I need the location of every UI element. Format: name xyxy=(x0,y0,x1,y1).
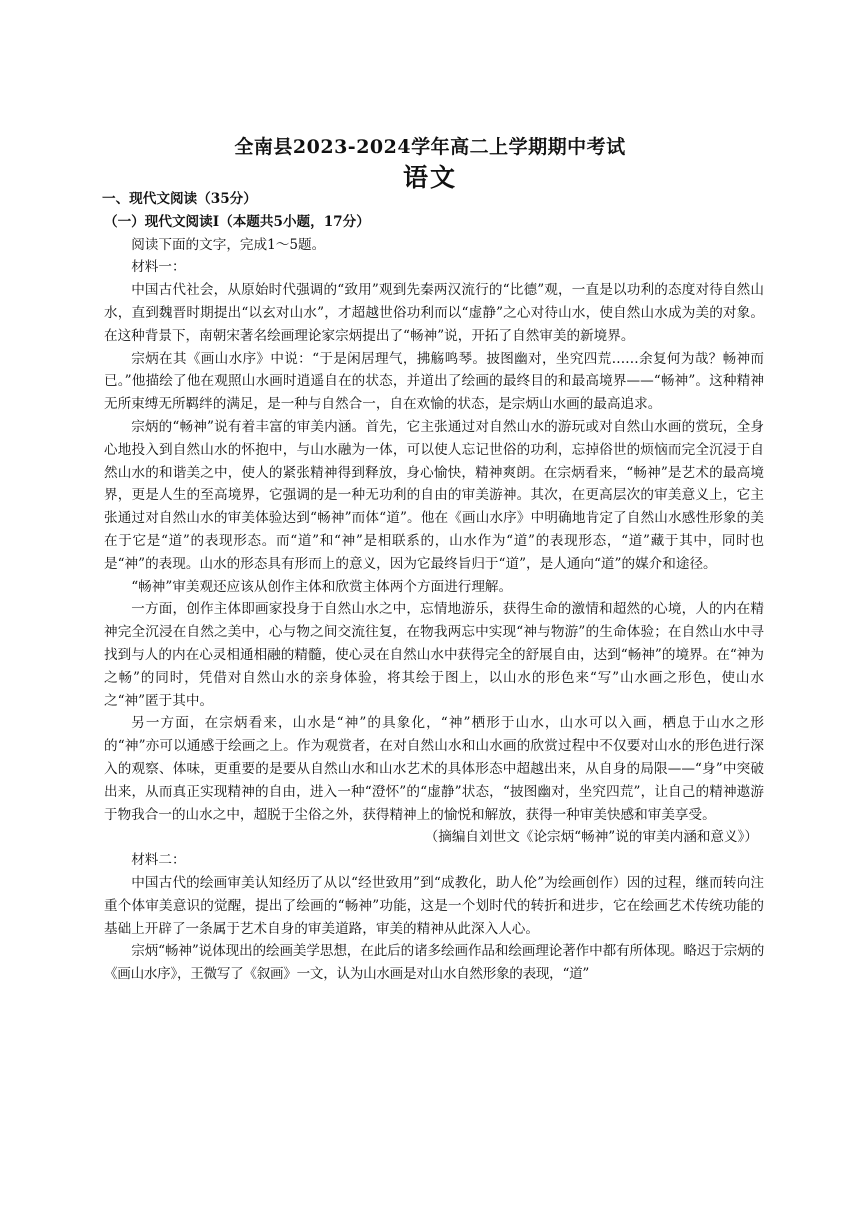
exam-subject: 语文 xyxy=(402,163,457,192)
material-1-source: （摘编自刘世文《论宗炳“畅神”说的审美内涵和意义》） xyxy=(424,829,758,846)
material-2-paragraph: 中国古代的绘画审美认知经历了从以“经世致用”到“成教化，助人伦”为绘画创作）因的过程，继而转向注重个体审美意识的觉醒，提出了绘画的“畅神”功能，这是一个划时代的转折和进步，它在绘画艺术传统功能的基础上开辟了一条属于艺术自身的审美道路，审美的精神从此深入人心。 xyxy=(104,874,764,937)
instruction-text: 阅读下面的文字，完成1～5题。 xyxy=(131,236,326,253)
material-2-label: 材料二： xyxy=(131,852,186,869)
section-heading: 一、现代文阅读（35分） xyxy=(102,191,257,207)
material-1-paragraph: 另一方面，在宗炳看来，山水是“神”的具象化，“神”栖形于山水，山水可以入画，栖息于山水之形的“神”亦可以通感于绘画之上。作为观赏者，在对自然山水和山水画的欣赏过程中不仅要对山水的形色进行深入的观察、体味，更重要的是要从自然山水和山水艺术的具体形态中超越出来，从自身的局限——“身”中突破出来，从而真正实现精神的自由，进入一种“澄怀”的“虚静”状态，“披图幽对，坐究四荒”，让自己的精神遨游于物我合一的山水之中，超脱于尘俗之外，获得精神上的愉悦和解放，获得一种审美快感和审美享受。 xyxy=(104,715,764,823)
exam-title: 全南县2023-2024学年高二上学期期中考试 xyxy=(234,136,626,158)
material-1-paragraph: 一方面，创作主体即画家投身于自然山水之中，忘情地游乐，获得生命的激情和超然的心境，人的内在精神完全沉浸在自然之美中，心与物之间交流往复，在物我两忘中实现“神与物游”的生命体验；在自然山水中寻找到与人的内在心灵相通相融的精髓，使心灵在自然山水中获得完全的舒展自由，达到“畅神”的境界。在“神为之畅”的同时，凭借对自然山水的亲身体验，将其绘于图上，以山水的形色来“写”山水画之形色，使山水之“神”匿于其中。 xyxy=(104,601,764,709)
material-1-label: 材料一： xyxy=(131,259,186,276)
material-1-paragraph: 中国古代社会，从原始时代强调的“致用”观到先秦两汉流行的“比德”观，一直是以功利的态度对待自然山水，直到魏晋时期提出“以玄对山水”，才超越世俗功利而以“虚静”之心对待山水，使自然山水成为美的对象。在这种背景下，南朝宋著名绘画理论家宗炳提出了“畅神”说，开拓了自然审美的新境界。 xyxy=(104,282,764,344)
material-1-paragraph: 宗炳的“畅神”说有着丰富的审美内涵。首先，它主张通过对自然山水的游玩或对自然山水画的赏玩，全身心地投入到自然山水的怀抱中，与山水融为一体，可以使人忘记世俗的功利，忘掉俗世的烦恼而完全沉浸于自然山水的和谐美之中，使人的紧张精神得到释放，身心愉快，精神爽朗。在宗炳看来，“畅神”是艺术的最高境界，更是人生的至高境界，它强调的是一种无功利的自由的审美游神。其次，在更高层次的审美意义上，它主张通过对自然山水的审美体验达到“畅神”而体“道”。他在《画山水序》中明确地肯定了自然山水感性形象的美在于它是“道”的表现形态。而“道”和“神”是相联系的，山水作为“道”的表现形态，“道”藏于其中，同时也是“神”的表现。山水的形态具有形而上的意义，因为它最终旨归于“道”，是人通向“道”的媒介和途径。 xyxy=(104,418,764,572)
material-2-paragraph: 宗炳“畅神”说体现出的绘画美学思想，在此后的诸多绘画作品和绘画理论著作中都有所体现。略迟于宗炳的《画山水序》，王微写了《叙画》一文，认为山水画是对山水自然形象的表现，“道” xyxy=(104,943,764,983)
sub-section-heading: （一）现代文阅读Ⅰ（本题共5小题，17分） xyxy=(104,213,370,230)
material-1-paragraph: “畅神”审美观还应该从创作主体和欣赏主体两个方面进行理解。 xyxy=(131,578,513,595)
document-body xyxy=(104,188,764,986)
material-1-paragraph: 宗炳在其《画山水序》中说：“于是闲居理气，拂觞鸣琴。披图幽对，坐究四荒……余复何为哉？畅神而已。”他描绘了他在观照山水画时逍遥自在的状态，并道出了绘画的最终目的和最高境界——“畅神”。这种精神无所束缚无所羁绊的满足，是一种与自然合一，自在欢愉的状态，是宗炳山水画的最高追求。 xyxy=(104,350,764,413)
